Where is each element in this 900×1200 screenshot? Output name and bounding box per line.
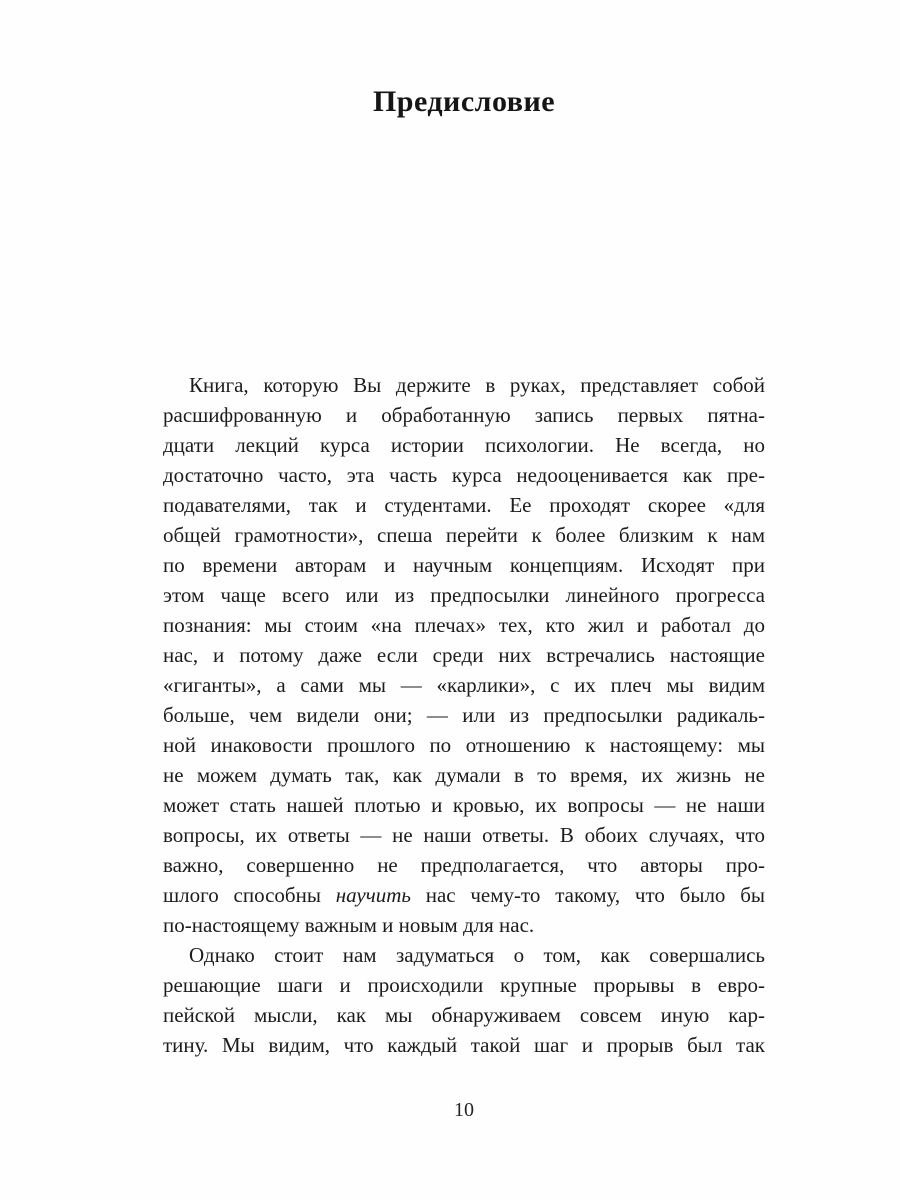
text-line: пейской мысли, как мы обнаруживаем совсем иную кар-	[163, 1003, 765, 1027]
paragraph	[163, 940, 765, 1060]
text-line: решающие шаги и происходили крупные прорывы в евро-	[163, 973, 765, 997]
text-line: может стать нашей плотью и кровью, их вопросы — не наши	[163, 793, 765, 817]
text-line: не можем думать так, как думали в то время, их жизнь не	[163, 763, 765, 787]
text-line: ной инаковости прошлого по отношению к настоящему: мы	[163, 733, 765, 757]
text-line: важно, совершенно не предполагается, что авторы про-	[163, 853, 765, 877]
text-line: по времени авторам и научным концепциям. Исходят при	[163, 553, 765, 577]
text-line: тину. Мы видим, что каждый такой шаг и прорыв был так	[163, 1033, 765, 1057]
text-line: расшифрованную и обработанную запись первых пятна-	[163, 403, 765, 427]
text-line: Однако стоит нам задуматься о том, как совершались	[189, 943, 765, 967]
body-text	[163, 370, 765, 1060]
text-line: больше, чем видели они; — или из предпосылки радикаль-	[163, 703, 765, 727]
text-line: шлого способны научить нас чему-то такому, что было бы	[163, 883, 765, 907]
chapter-title: Предисловие	[372, 85, 556, 118]
page-number: 10	[454, 1099, 474, 1121]
text-line: вопросы, их ответы — не наши ответы. В обоих случаях, что	[163, 823, 765, 847]
text-line: «гиганты», а сами мы — «карлики», с их плеч мы видим	[163, 673, 765, 697]
paragraph	[163, 370, 765, 940]
text-line: подавателями, так и студентами. Ее проходят скорее «для	[163, 493, 765, 517]
text-line: Книга, которую Вы держите в руках, представляет собой	[189, 373, 765, 397]
text-line: дцати лекций курса истории психологии. Не всегда, но	[163, 433, 765, 457]
text-line: по-настоящему важным и новым для нас.	[163, 913, 535, 937]
text-line: достаточно часто, эта часть курса недооценивается как пре-	[163, 463, 765, 487]
text-line: познания: мы стоим «на плечах» тех, кто жил и работал до	[163, 613, 765, 637]
text-line: общей грамотности», спеша перейти к более близким к нам	[163, 523, 765, 547]
text-line: нас, и потому даже если среди них встречались настоящие	[163, 643, 765, 667]
text-line: этом чаще всего или из предпосылки линейного прогресса	[163, 583, 765, 607]
